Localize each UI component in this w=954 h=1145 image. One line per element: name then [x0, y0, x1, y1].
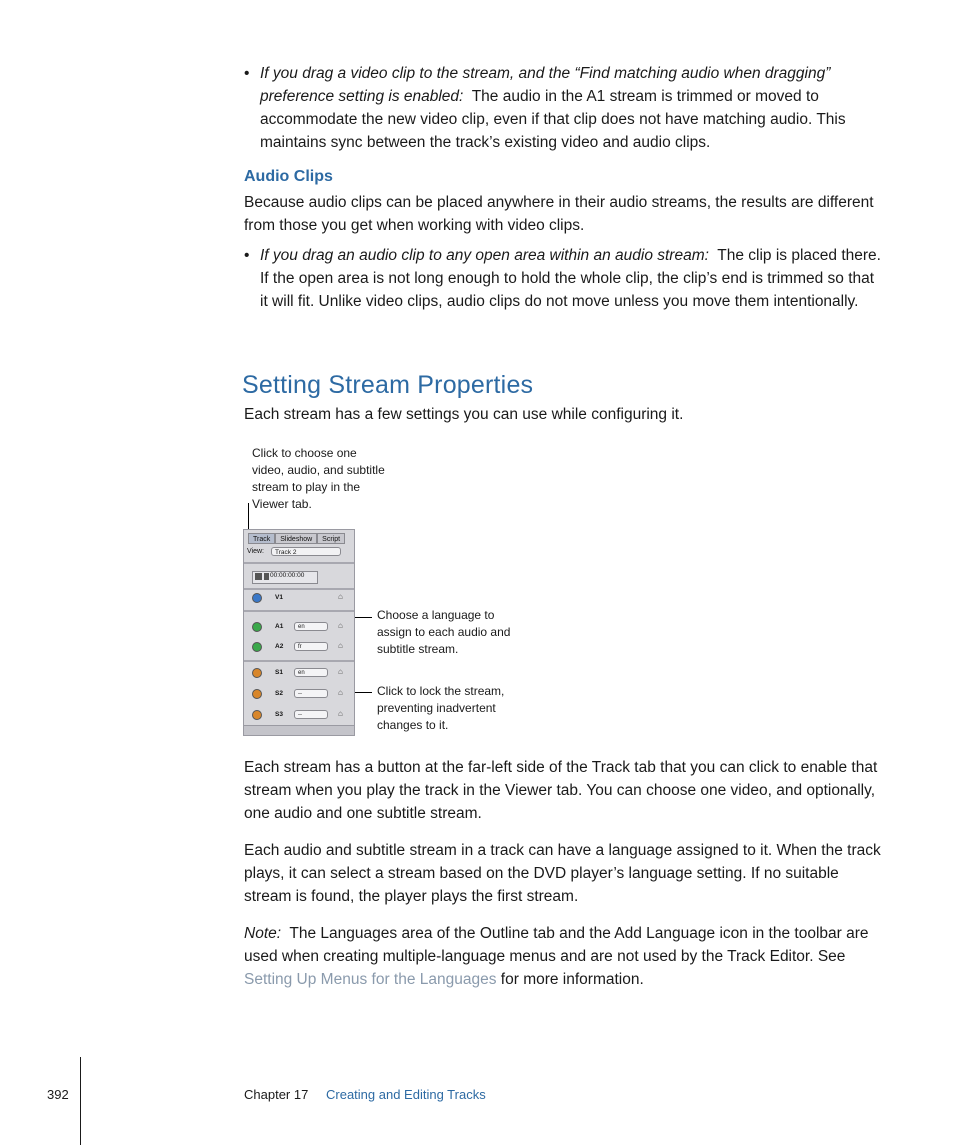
section-intro: Each stream has a few settings you can use while configuring it. [244, 406, 684, 423]
grid-icon[interactable] [255, 573, 262, 580]
zoom-slider[interactable] [244, 725, 355, 735]
divider [244, 610, 355, 612]
bullet-intro: If you drag an audio clip to any open area within an audio stream: [260, 247, 709, 264]
lock-icon[interactable]: ⌂ [338, 592, 343, 601]
track-tab-screenshot [243, 529, 355, 736]
stream-name: S3 [275, 711, 283, 718]
lock-icon[interactable]: ⌂ [338, 709, 343, 718]
tab-bar [248, 533, 345, 544]
callout-enable-stream: Click to choose one video, audio, and subtitle stream to play in the Viewer tab. [252, 446, 385, 511]
stream-name: S1 [275, 669, 283, 676]
note-label: Note: [244, 925, 282, 942]
divider [244, 562, 355, 564]
stream-name: A1 [275, 623, 284, 630]
stream-name: S2 [275, 690, 283, 697]
view-select-value: Track 2 [275, 549, 297, 556]
tab-script[interactable]: Script [317, 533, 345, 544]
bullet-video-drag [244, 62, 884, 154]
paragraph-language: Each audio and subtitle stream in a track can have a language assigned to it. When the track plays, it can select a stream based on the DVD player’s language setting. If no suitable stream is found, the player plays the first stream. [244, 842, 881, 905]
audio-clips-heading: Audio Clips [244, 168, 333, 185]
stream-enable-button[interactable] [252, 593, 262, 603]
stream-enable-button[interactable] [252, 689, 262, 699]
paragraph-enable-stream: Each stream has a button at the far-left side of the Track tab that you can click to enable that stream when you play the track in the Viewer tab. You can choose one video, and optionally, one audio and one subtitle stream. [244, 759, 878, 822]
lock-icon[interactable]: ⌂ [338, 641, 343, 650]
note-body: The Languages area of the Outline tab and the Add Language icon in the toolbar are used when creating multiple-language menus and are not used by the Track Editor. See [244, 925, 869, 965]
bullet-body: The audio in the A1 stream is trimmed or moved to accommodate the new video clip, even if that clip does not have matching audio. This maintains sync between the track’s existing video and audio clips. [260, 88, 846, 151]
view-select[interactable] [271, 547, 341, 556]
divider [244, 660, 355, 662]
chapter-label: Chapter 17 [244, 1087, 309, 1102]
callout-lock: Click to lock the stream, preventing inadvertent changes to it. [377, 684, 505, 732]
stream-enable-button[interactable] [252, 622, 262, 632]
stream-row-v1 [244, 589, 355, 609]
stream-row-s1 [244, 664, 355, 684]
note-paragraph [244, 922, 884, 991]
language-select[interactable]: en [294, 668, 328, 677]
note-end: for more information. [500, 971, 644, 988]
page-number: 392 [47, 1087, 69, 1102]
callout-language: Choose a language to assign to each audio and subtitle stream. [377, 608, 511, 656]
bullet-intro: If you drag a video clip to the stream, and the “Find matching audio when dragging” preference setting is enabled: [260, 65, 831, 105]
footer-rule [80, 1057, 81, 1145]
timecode: 00:00:00:00 [270, 572, 305, 579]
lock-icon[interactable]: ⌂ [338, 688, 343, 697]
bullet-dot: • [244, 247, 250, 264]
bullet-body: The clip is placed there. If the open area is not long enough to hold the whole clip, the clip’s end is trimmed so that it will fit. Unlike video clips, audio clips do not move unless you move them intentionally. [260, 247, 881, 310]
chapter-title-link[interactable]: Creating and Editing Tracks [326, 1087, 486, 1102]
stream-enable-button[interactable] [252, 710, 262, 720]
stream-enable-button[interactable] [252, 642, 262, 652]
stream-row-s3 [244, 706, 355, 726]
bullet-dot: • [244, 65, 250, 82]
language-select[interactable]: fr [294, 642, 328, 651]
tab-track[interactable]: Track [248, 533, 275, 544]
audio-clips-paragraph: Because audio clips can be placed anywhere in their audio streams, the results are different from those you get when working with video clips. [244, 194, 874, 234]
bullet-audio-drag [244, 244, 884, 313]
section-title: Setting Stream Properties [242, 371, 534, 399]
stream-row-a2 [244, 638, 355, 658]
language-select[interactable]: -- [294, 689, 328, 698]
stream-enable-button[interactable] [252, 668, 262, 678]
cross-reference-link[interactable]: Setting Up Menus for the Languages [244, 971, 497, 988]
tab-slideshow[interactable]: Slideshow [275, 533, 317, 544]
stream-name: A2 [275, 643, 284, 650]
lock-icon[interactable]: ⌂ [338, 667, 343, 676]
speaker-icon[interactable] [264, 573, 269, 580]
language-select[interactable]: -- [294, 710, 328, 719]
stream-row-s2 [244, 685, 355, 705]
lock-icon[interactable]: ⌂ [338, 621, 343, 630]
language-select[interactable]: en [294, 622, 328, 631]
stream-name: V1 [275, 594, 283, 601]
stream-row-a1 [244, 618, 355, 638]
view-label: View: [247, 548, 264, 555]
